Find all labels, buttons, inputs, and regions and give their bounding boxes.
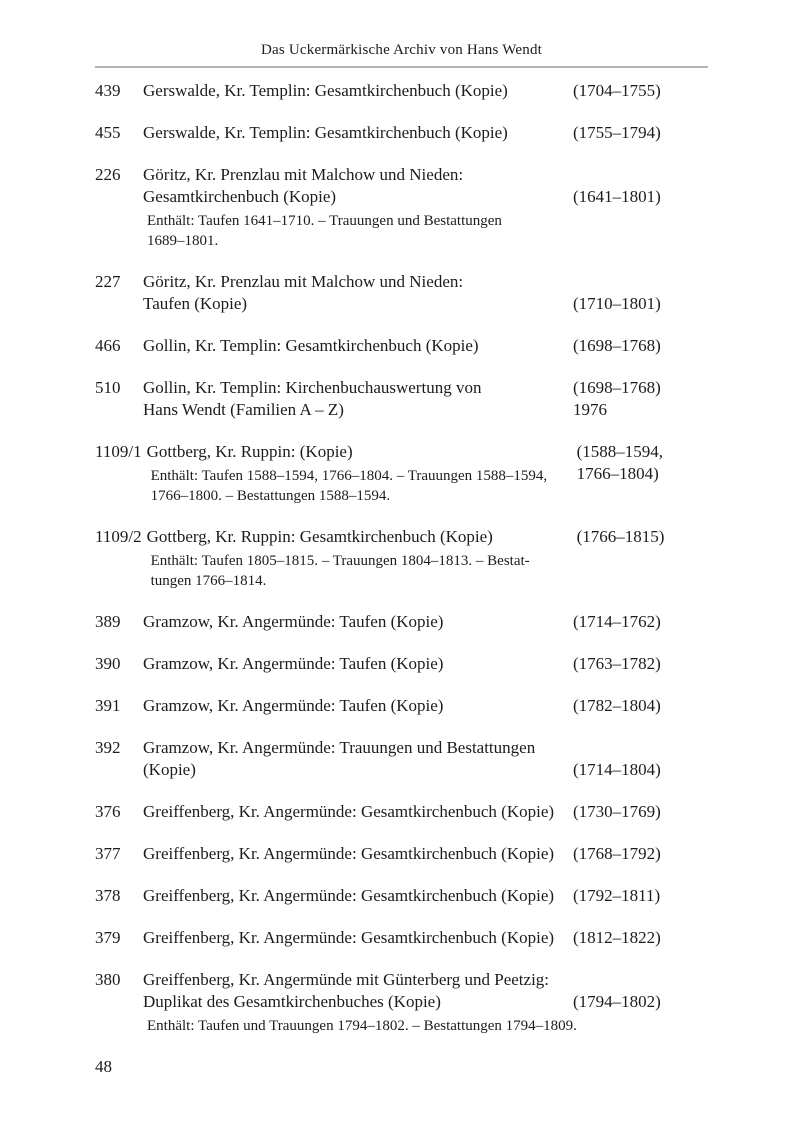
entry-note-line: tungen 1766–1814. (150, 573, 267, 589)
entry-title-line: Gerswalde, Kr. Templin: Gesamtkirchenbuch (Kopie) (143, 81, 508, 100)
entry-title-line: Greiffenberg, Kr. Angermünde mit Günterberg und Peetzig: (143, 970, 550, 989)
entry-body (143, 927, 573, 949)
entry-date-line: (1730–1769) (573, 802, 661, 821)
entry-body (147, 526, 577, 591)
entry-row (95, 737, 708, 781)
entry-title-line: Greiffenberg, Kr. Angermünde: Gesamtkirchenbuch (Kopie) (143, 844, 555, 863)
entry-number: 1109/1 (95, 442, 142, 461)
entry-row (95, 271, 708, 315)
entry-row (95, 653, 708, 675)
entry-number: 455 (95, 123, 121, 142)
entry-date-line: (1768–1792) (573, 844, 661, 863)
entry-note-line: Enthält: Taufen und Trauungen 1794–1802. – Bestattungen 1794–1809. (147, 1018, 577, 1034)
entry-body (143, 653, 573, 675)
entry-date-line: (1698–1768) (573, 378, 661, 397)
entry-body (143, 843, 573, 865)
running-header (95, 40, 708, 68)
entry-date-line: (1794–1802) (573, 992, 661, 1011)
entry-date-range (573, 122, 661, 144)
entry-note (147, 466, 577, 506)
entry-date-range (573, 653, 661, 675)
entry-row (95, 122, 708, 144)
entry-number: 439 (95, 81, 121, 100)
entry-note (143, 1016, 577, 1036)
entry-date-range (573, 186, 661, 208)
entry-date-line: (1782–1804) (573, 696, 661, 715)
entry-body (143, 969, 577, 1036)
entry-date-line: (1766–1815) (576, 527, 665, 546)
entry-date-line: (1641–1801) (573, 187, 661, 206)
entry-date-range (573, 801, 661, 823)
entry-row (95, 927, 708, 949)
entry-title-line: Greiffenberg, Kr. Angermünde: Gesamtkirchenbuch (Kopie) (143, 802, 555, 821)
entry-date-line: (1755–1794) (573, 123, 661, 142)
entry-title-line: Gollin, Kr. Templin: Kirchenbuchauswertung von (143, 378, 482, 397)
entry-date-range (577, 441, 663, 485)
entry-date-range (577, 526, 665, 548)
entry-number: 378 (95, 886, 121, 905)
entry-number: 391 (95, 696, 121, 715)
entry-body (143, 377, 573, 421)
entry-number: 392 (95, 738, 121, 757)
entry-date-line: (1714–1762) (573, 612, 661, 631)
entry-title-line: (Kopie) (143, 760, 196, 779)
entry-date-range (573, 885, 660, 907)
entry-number: 377 (95, 844, 121, 863)
entry-row (95, 969, 708, 1036)
entry-title-line: Gramzow, Kr. Angermünde: Taufen (Kopie) (143, 696, 444, 715)
entry-title-line: Gramzow, Kr. Angermünde: Trauungen und Bestattungen (143, 738, 536, 757)
entry-note-line: Enthält: Taufen 1805–1815. – Trauungen 1804–1813. – Bestat- (150, 553, 530, 569)
entry-body (143, 80, 573, 102)
entry-date-line: 1976 (573, 400, 607, 419)
entry-row (95, 801, 708, 823)
archive-entry-list (95, 80, 708, 1036)
entry-date-range (573, 377, 661, 421)
entry-body (143, 695, 573, 717)
entry-title-line: Greiffenberg, Kr. Angermünde: Gesamtkirchenbuch (Kopie) (143, 886, 555, 905)
entry-date-range (573, 80, 661, 102)
entry-note (143, 211, 573, 251)
entry-title-line: Gottberg, Kr. Ruppin: Gesamtkirchenbuch (Kopie) (146, 527, 493, 546)
entry-body (147, 441, 577, 506)
entry-note (147, 551, 577, 591)
entry-title-line: Gramzow, Kr. Angermünde: Taufen (Kopie) (143, 612, 444, 631)
entry-row (95, 526, 708, 591)
entry-title-line: Gollin, Kr. Templin: Gesamtkirchenbuch (Kopie) (143, 336, 479, 355)
entry-row (95, 695, 708, 717)
entry-body (143, 737, 573, 781)
entry-title-line: Gesamtkirchenbuch (Kopie) (143, 187, 337, 206)
page-number: 48 (95, 1057, 112, 1076)
entry-date-line: 1766–1804) (576, 464, 659, 483)
entry-note-line: 1766–1800. – Bestattungen 1588–1594. (150, 488, 391, 504)
entry-body (143, 801, 573, 823)
entry-title-line: Taufen (Kopie) (143, 294, 248, 313)
entry-number: 389 (95, 612, 121, 631)
entry-date-range (573, 843, 661, 865)
entry-date-line: (1710–1801) (573, 294, 661, 313)
entry-date-line: (1714–1804) (573, 760, 661, 779)
entry-note-line: Enthält: Taufen 1588–1594, 1766–1804. – Trauungen 1588–1594, (150, 468, 548, 484)
entry-date-line: (1698–1768) (573, 336, 661, 355)
entry-row (95, 611, 708, 633)
entry-number: 376 (95, 802, 121, 821)
entry-date-range (573, 991, 661, 1013)
entry-body (143, 164, 573, 251)
entry-body (143, 885, 573, 907)
entry-date-range (573, 335, 661, 357)
entry-title-line: Hans Wendt (Familien A – Z) (143, 400, 344, 419)
entry-number: 226 (95, 165, 121, 184)
entry-date-line: (1704–1755) (573, 81, 661, 100)
entry-number: 466 (95, 336, 121, 355)
entry-title-line: Greiffenberg, Kr. Angermünde: Gesamtkirchenbuch (Kopie) (143, 928, 555, 947)
entry-date-range (573, 293, 661, 315)
entry-note-line: Enthält: Taufen 1641–1710. – Trauungen und Bestattungen (147, 213, 502, 229)
entry-body (143, 335, 573, 357)
page-content (95, 40, 708, 1078)
entry-date-line: (1588–1594, (576, 442, 664, 461)
entry-body (143, 271, 573, 315)
entry-title-line: Göritz, Kr. Prenzlau mit Malchow und Nieden: (143, 165, 464, 184)
entry-number: 379 (95, 928, 121, 947)
entry-title-line: Gerswalde, Kr. Templin: Gesamtkirchenbuch (Kopie) (143, 123, 508, 142)
entry-row (95, 885, 708, 907)
entry-row (95, 441, 708, 506)
entry-title-line: Göritz, Kr. Prenzlau mit Malchow und Nieden: (143, 272, 464, 291)
entry-date-line: (1763–1782) (573, 654, 661, 673)
entry-number: 390 (95, 654, 121, 673)
entry-body (143, 611, 573, 633)
entry-number: 1109/2 (95, 527, 142, 546)
entry-row (95, 335, 708, 357)
entry-row (95, 80, 708, 102)
entry-number: 227 (95, 272, 121, 291)
entry-date-range (573, 611, 661, 633)
entry-date-line: (1792–1811) (573, 886, 661, 905)
entry-number: 380 (95, 970, 121, 989)
entry-title-line: Gramzow, Kr. Angermünde: Taufen (Kopie) (143, 654, 444, 673)
entry-title-line: Duplikat des Gesamtkirchenbuches (Kopie) (143, 992, 441, 1011)
entry-number: 510 (95, 378, 121, 397)
entry-date-range (573, 759, 661, 781)
entry-note-line: 1689–1801. (147, 233, 219, 249)
entry-date-range (573, 927, 661, 949)
entry-title-line: Gottberg, Kr. Ruppin: (Kopie) (146, 442, 353, 461)
running-header-title: Das Uckermärkische Archiv von Hans Wendt (260, 42, 543, 58)
entry-row (95, 377, 708, 421)
entry-row (95, 843, 708, 865)
entry-date-range (573, 695, 661, 717)
entry-date-line: (1812–1822) (573, 928, 661, 947)
entry-row (95, 164, 708, 251)
entry-body (143, 122, 573, 144)
